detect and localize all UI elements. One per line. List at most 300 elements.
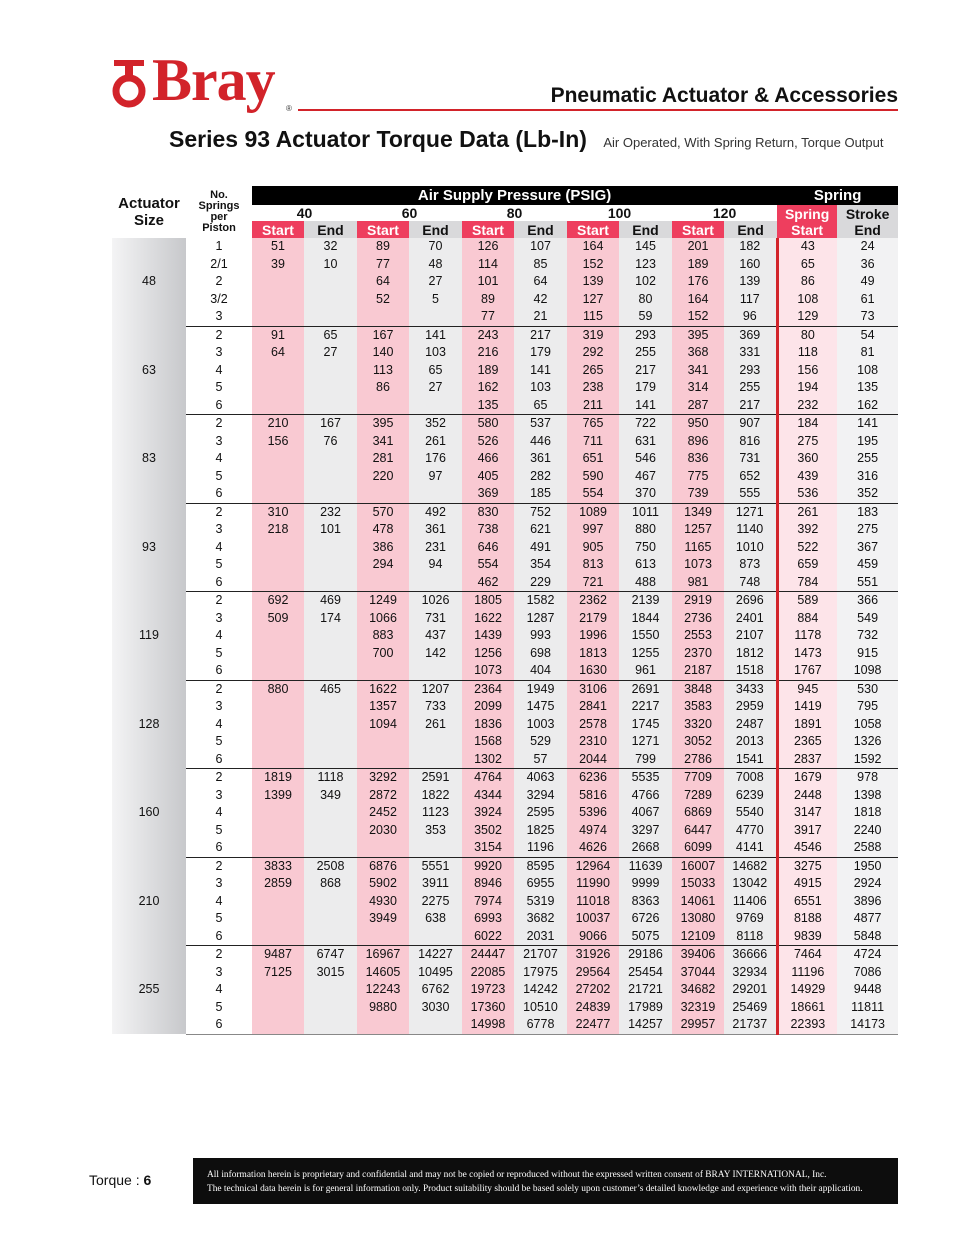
p40-end-cell [304, 379, 357, 397]
p100-end-cell: 11639 [619, 857, 672, 875]
p100-end-cell: 799 [619, 751, 672, 769]
p80-end-cell: 64 [514, 273, 567, 291]
spring-start-cell: 129 [777, 308, 837, 326]
spring-start-cell: 3917 [777, 822, 837, 840]
springs-per-piston-cell: 3 [186, 964, 252, 982]
p120-start-cell: 12109 [672, 928, 724, 946]
p80-end-cell: 10510 [514, 999, 567, 1017]
spring-start-cell: 22393 [777, 1016, 837, 1034]
p40-end-cell [304, 999, 357, 1017]
p120-start-cell: 14061 [672, 893, 724, 911]
p120-end-cell: 36666 [724, 946, 777, 964]
spring-start-cell: 118 [777, 344, 837, 362]
spring-start-cell: 4915 [777, 875, 837, 893]
p120-end-cell: 816 [724, 433, 777, 451]
p80-end-cell: 1003 [514, 716, 567, 734]
p100-start-cell: 3106 [567, 680, 619, 698]
stroke-end-cell: 1398 [837, 787, 898, 805]
p40-end-cell [304, 574, 357, 592]
p100-end-cell: 102 [619, 273, 672, 291]
p60-end-cell: 1207 [409, 680, 462, 698]
p80-start-cell: 580 [462, 415, 514, 433]
springs-per-piston-cell: 2 [186, 503, 252, 521]
stroke-end-cell: 3896 [837, 893, 898, 911]
p60-start-cell [357, 397, 409, 415]
table-row [112, 662, 898, 680]
stroke-end-cell: 5848 [837, 928, 898, 946]
table-row [112, 238, 898, 256]
stroke-end-cell: 1818 [837, 804, 898, 822]
header-pressure-60: 60 [401, 205, 418, 221]
p120-end-cell: 2107 [724, 627, 777, 645]
spring-start-cell: 184 [777, 415, 837, 433]
p80-start-cell: 830 [462, 503, 514, 521]
stroke-end-cell: 316 [837, 468, 898, 486]
springs-per-piston-cell: 4 [186, 362, 252, 380]
springs-per-piston-cell: 3 [186, 344, 252, 362]
p80-start-cell: 1439 [462, 627, 514, 645]
springs-per-piston-cell: 4 [186, 450, 252, 468]
p80-end-cell: 103 [514, 379, 567, 397]
spring-start-cell: 80 [777, 326, 837, 344]
p80-end-cell: 229 [514, 574, 567, 592]
p120-end-cell: 1812 [724, 645, 777, 663]
springs-per-piston-cell: 3 [186, 308, 252, 326]
p40-end-cell: 32 [304, 238, 357, 256]
p120-end-cell: 255 [724, 379, 777, 397]
stroke-end-cell: 978 [837, 769, 898, 787]
p80-end-cell: 1949 [514, 680, 567, 698]
p60-start-cell: 294 [357, 556, 409, 574]
p100-end-cell: 546 [619, 450, 672, 468]
spring-start-cell: 2448 [777, 787, 837, 805]
p80-start-cell: 3154 [462, 839, 514, 857]
p40-start-cell [252, 910, 304, 928]
p100-end-cell: 123 [619, 256, 672, 274]
p40-end-cell [304, 716, 357, 734]
p40-end-cell: 3015 [304, 964, 357, 982]
p60-end-cell: 5 [409, 291, 462, 309]
p120-start-cell: 37044 [672, 964, 724, 982]
actuator-size-cell: 83 [112, 415, 186, 504]
p40-start-cell: 1399 [252, 787, 304, 805]
header-air-supply: Air Supply Pressure (PSIG) [252, 186, 777, 205]
legal-line-2: The technical data herein is for general information only. Product suitability should be based solely upon customer’s detailed knowledge and experience with their application. [207, 1184, 863, 1194]
header-rule [298, 109, 898, 111]
p80-start-cell: 4764 [462, 769, 514, 787]
springs-per-piston-cell: 6 [186, 928, 252, 946]
p40-start-cell: 91 [252, 326, 304, 344]
p80-start-cell: 135 [462, 397, 514, 415]
table-row [112, 928, 898, 946]
spring-start-cell: 7464 [777, 946, 837, 964]
stroke-end-cell: 549 [837, 610, 898, 628]
p60-start-cell: 14605 [357, 964, 409, 982]
p40-start-cell [252, 485, 304, 503]
p60-start-cell: 395 [357, 415, 409, 433]
p120-start-cell: 341 [672, 362, 724, 380]
p80-end-cell: 57 [514, 751, 567, 769]
spring-start-cell: 589 [777, 592, 837, 610]
p80-end-cell: 1475 [514, 698, 567, 716]
p60-start-cell: 2452 [357, 804, 409, 822]
p120-end-cell: 117 [724, 291, 777, 309]
p100-start-cell: 127 [567, 291, 619, 309]
p120-start-cell: 1165 [672, 539, 724, 557]
p120-end-cell: 14682 [724, 857, 777, 875]
springs-per-piston-cell: 2 [186, 946, 252, 964]
p100-start-cell: 6236 [567, 769, 619, 787]
p40-start-cell: 310 [252, 503, 304, 521]
p40-start-cell [252, 468, 304, 486]
springs-per-piston-cell: 4 [186, 716, 252, 734]
p100-start-cell: 4974 [567, 822, 619, 840]
actuator-size-cell: 128 [112, 680, 186, 769]
header-end: End [724, 221, 777, 238]
springs-per-piston-cell: 6 [186, 574, 252, 592]
p80-end-cell: 537 [514, 415, 567, 433]
p80-end-cell: 179 [514, 344, 567, 362]
p40-end-cell: 1118 [304, 769, 357, 787]
p100-end-cell: 2139 [619, 592, 672, 610]
torque-table-body [112, 238, 898, 1034]
p40-end-cell [304, 627, 357, 645]
stroke-end-cell: 366 [837, 592, 898, 610]
p80-start-cell: 3924 [462, 804, 514, 822]
p120-end-cell: 217 [724, 397, 777, 415]
table-row [112, 822, 898, 840]
p60-start-cell [357, 733, 409, 751]
table-row [112, 769, 898, 787]
table-row [112, 964, 898, 982]
p120-start-cell: 950 [672, 415, 724, 433]
stroke-end-cell: 275 [837, 521, 898, 539]
p40-end-cell [304, 804, 357, 822]
actuator-size-cell: 255 [112, 946, 186, 1035]
p40-end-cell: 868 [304, 875, 357, 893]
spring-start-cell: 884 [777, 610, 837, 628]
p40-start-cell [252, 273, 304, 291]
actuator-size-cell: 93 [112, 503, 186, 592]
p40-start-cell: 7125 [252, 964, 304, 982]
p100-end-cell: 1745 [619, 716, 672, 734]
spring-start-cell: 360 [777, 450, 837, 468]
stroke-end-cell: 732 [837, 627, 898, 645]
p60-start-cell: 3292 [357, 769, 409, 787]
p60-end-cell [409, 839, 462, 857]
table-row [112, 539, 898, 557]
spring-start-cell: 2837 [777, 751, 837, 769]
p40-start-cell: 509 [252, 610, 304, 628]
p80-start-cell: 1805 [462, 592, 514, 610]
header-end: End [409, 221, 462, 238]
p40-end-cell [304, 539, 357, 557]
p40-end-cell [304, 662, 357, 680]
p100-end-cell: 1844 [619, 610, 672, 628]
p100-end-cell: 59 [619, 308, 672, 326]
p60-start-cell [357, 308, 409, 326]
p100-start-cell: 115 [567, 308, 619, 326]
p100-start-cell: 11018 [567, 893, 619, 911]
springs-per-piston-cell: 3 [186, 433, 252, 451]
p80-end-cell: 446 [514, 433, 567, 451]
p80-end-cell: 2595 [514, 804, 567, 822]
spring-start-cell: 86 [777, 273, 837, 291]
p120-start-cell: 7289 [672, 787, 724, 805]
p80-start-cell: 1568 [462, 733, 514, 751]
p120-start-cell: 3583 [672, 698, 724, 716]
p120-start-cell: 896 [672, 433, 724, 451]
p40-end-cell [304, 468, 357, 486]
p80-end-cell: 3294 [514, 787, 567, 805]
stroke-end-cell: 183 [837, 503, 898, 521]
p80-end-cell: 698 [514, 645, 567, 663]
p80-end-cell: 1287 [514, 610, 567, 628]
page-number-label: Torque : 6 [89, 1172, 152, 1188]
table-row [112, 273, 898, 291]
p80-start-cell: 369 [462, 485, 514, 503]
p40-start-cell [252, 822, 304, 840]
spring-start-cell: 11196 [777, 964, 837, 982]
table-row [112, 592, 898, 610]
p40-end-cell [304, 556, 357, 574]
p100-end-cell: 1255 [619, 645, 672, 663]
spring-start-cell: 18661 [777, 999, 837, 1017]
spring-start-cell: 275 [777, 433, 837, 451]
table-row [112, 468, 898, 486]
p80-start-cell: 189 [462, 362, 514, 380]
stroke-end-cell: 530 [837, 680, 898, 698]
p100-end-cell: 3297 [619, 822, 672, 840]
p40-start-cell: 210 [252, 415, 304, 433]
p100-start-cell: 2179 [567, 610, 619, 628]
p120-end-cell: 11406 [724, 893, 777, 911]
p120-start-cell: 3052 [672, 733, 724, 751]
springs-per-piston-cell: 3/2 [186, 291, 252, 309]
p100-start-cell: 2310 [567, 733, 619, 751]
springs-per-piston-cell: 3 [186, 787, 252, 805]
p80-end-cell: 14242 [514, 981, 567, 999]
p80-end-cell: 21 [514, 308, 567, 326]
header-actuator-size: Actuator Size [118, 195, 180, 229]
p120-start-cell: 1073 [672, 556, 724, 574]
p60-start-cell: 281 [357, 450, 409, 468]
p80-start-cell: 243 [462, 326, 514, 344]
table-row [112, 839, 898, 857]
p40-end-cell [304, 308, 357, 326]
spring-start-cell: 156 [777, 362, 837, 380]
p60-start-cell: 4930 [357, 893, 409, 911]
p40-start-cell [252, 539, 304, 557]
stroke-end-cell: 73 [837, 308, 898, 326]
p60-end-cell [409, 751, 462, 769]
p120-start-cell: 2370 [672, 645, 724, 663]
p60-end-cell: 14227 [409, 946, 462, 964]
p60-start-cell [357, 574, 409, 592]
p120-start-cell: 1349 [672, 503, 724, 521]
table-row [112, 1016, 898, 1034]
p120-end-cell: 4770 [724, 822, 777, 840]
spring-start-cell: 108 [777, 291, 837, 309]
p60-end-cell [409, 397, 462, 415]
p100-end-cell: 1550 [619, 627, 672, 645]
spring-start-cell: 659 [777, 556, 837, 574]
p60-start-cell: 1249 [357, 592, 409, 610]
p40-start-cell [252, 1016, 304, 1034]
p120-start-cell: 775 [672, 468, 724, 486]
p100-start-cell: 5816 [567, 787, 619, 805]
p80-start-cell: 526 [462, 433, 514, 451]
header-spring: Spring [777, 186, 898, 205]
p100-end-cell: 2217 [619, 698, 672, 716]
p100-start-cell: 5396 [567, 804, 619, 822]
p40-end-cell: 167 [304, 415, 357, 433]
p80-end-cell: 8595 [514, 857, 567, 875]
p100-start-cell: 265 [567, 362, 619, 380]
springs-per-piston-cell: 6 [186, 662, 252, 680]
springs-per-piston-cell: 2 [186, 326, 252, 344]
p120-end-cell: 9769 [724, 910, 777, 928]
p100-end-cell: 293 [619, 326, 672, 344]
p40-end-cell: 2508 [304, 857, 357, 875]
p60-end-cell: 731 [409, 610, 462, 628]
p40-end-cell: 232 [304, 503, 357, 521]
p80-end-cell: 2031 [514, 928, 567, 946]
stroke-end-cell: 551 [837, 574, 898, 592]
p40-start-cell [252, 751, 304, 769]
header-pressure-120: 120 [712, 205, 737, 221]
spring-start-cell: 536 [777, 485, 837, 503]
p100-end-cell: 255 [619, 344, 672, 362]
spring-start-cell: 261 [777, 503, 837, 521]
stroke-end-cell: 108 [837, 362, 898, 380]
p120-start-cell: 1257 [672, 521, 724, 539]
p40-end-cell [304, 645, 357, 663]
p40-end-cell [304, 928, 357, 946]
p80-end-cell: 6955 [514, 875, 567, 893]
page-title [169, 126, 883, 153]
p120-start-cell: 201 [672, 238, 724, 256]
springs-per-piston-cell: 4 [186, 981, 252, 999]
p80-start-cell: 646 [462, 539, 514, 557]
p40-end-cell: 469 [304, 592, 357, 610]
stroke-end-cell: 1592 [837, 751, 898, 769]
p60-end-cell: 1822 [409, 787, 462, 805]
table-row [112, 804, 898, 822]
p100-start-cell: 139 [567, 273, 619, 291]
p80-start-cell: 462 [462, 574, 514, 592]
p60-start-cell: 52 [357, 291, 409, 309]
p100-end-cell: 5535 [619, 769, 672, 787]
p100-start-cell: 29564 [567, 964, 619, 982]
p60-start-cell: 113 [357, 362, 409, 380]
spring-start-cell: 1767 [777, 662, 837, 680]
p100-start-cell: 651 [567, 450, 619, 468]
page-subtitle: Air Operated, With Spring Return, Torque Output [603, 135, 884, 150]
p120-end-cell: 1010 [724, 539, 777, 557]
p40-start-cell [252, 999, 304, 1017]
p80-end-cell: 6778 [514, 1016, 567, 1034]
p120-end-cell: 2401 [724, 610, 777, 628]
table-row [112, 291, 898, 309]
p120-end-cell: 182 [724, 238, 777, 256]
springs-per-piston-cell: 6 [186, 397, 252, 415]
springs-per-piston-cell: 3 [186, 698, 252, 716]
p100-end-cell: 6726 [619, 910, 672, 928]
p60-end-cell: 261 [409, 716, 462, 734]
spring-start-cell: 2365 [777, 733, 837, 751]
p80-start-cell: 7974 [462, 893, 514, 911]
p60-end-cell: 231 [409, 539, 462, 557]
p80-end-cell: 354 [514, 556, 567, 574]
p40-end-cell: 174 [304, 610, 357, 628]
p80-start-cell: 1836 [462, 716, 514, 734]
spring-start-cell: 194 [777, 379, 837, 397]
p60-start-cell: 1357 [357, 698, 409, 716]
spring-start-cell: 8188 [777, 910, 837, 928]
p100-start-cell: 721 [567, 574, 619, 592]
p60-start-cell: 883 [357, 627, 409, 645]
p120-start-cell: 7709 [672, 769, 724, 787]
table-row [112, 698, 898, 716]
stroke-end-cell: 81 [837, 344, 898, 362]
stroke-end-cell: 162 [837, 397, 898, 415]
p60-start-cell: 12243 [357, 981, 409, 999]
p60-end-cell [409, 1016, 462, 1034]
stroke-end-cell: 195 [837, 433, 898, 451]
spring-start-cell: 1473 [777, 645, 837, 663]
p40-start-cell: 64 [252, 344, 304, 362]
p120-end-cell: 1140 [724, 521, 777, 539]
springs-per-piston-cell: 5 [186, 645, 252, 663]
header-pressure-100: 100 [607, 205, 632, 221]
header-spring-start: Spring Start [777, 205, 837, 238]
section-title: Pneumatic Actuator & Accessories [550, 84, 898, 107]
table-row [112, 450, 898, 468]
p60-end-cell: 353 [409, 822, 462, 840]
p60-start-cell: 9880 [357, 999, 409, 1017]
p100-start-cell: 711 [567, 433, 619, 451]
p60-end-cell [409, 574, 462, 592]
spring-start-cell: 43 [777, 238, 837, 256]
p120-start-cell: 164 [672, 291, 724, 309]
p40-end-cell [304, 485, 357, 503]
p60-start-cell: 2872 [357, 787, 409, 805]
brand-name: Bray [152, 47, 275, 113]
springs-per-piston-cell: 6 [186, 751, 252, 769]
springs-per-piston-cell: 2 [186, 273, 252, 291]
header-end: End [304, 221, 357, 238]
p40-end-cell [304, 362, 357, 380]
p120-end-cell: 555 [724, 485, 777, 503]
springs-per-piston-cell: 2 [186, 592, 252, 610]
p40-end-cell: 6747 [304, 946, 357, 964]
p120-end-cell: 652 [724, 468, 777, 486]
p100-end-cell: 2668 [619, 839, 672, 857]
p80-end-cell: 404 [514, 662, 567, 680]
p60-end-cell: 70 [409, 238, 462, 256]
p60-end-cell: 48 [409, 256, 462, 274]
header-start: Start [672, 221, 724, 238]
p40-end-cell: 65 [304, 326, 357, 344]
p120-start-cell: 3848 [672, 680, 724, 698]
p40-start-cell [252, 362, 304, 380]
p60-end-cell: 3911 [409, 875, 462, 893]
p100-start-cell: 292 [567, 344, 619, 362]
p100-start-cell: 22477 [567, 1016, 619, 1034]
p100-end-cell: 1011 [619, 503, 672, 521]
p60-end-cell: 352 [409, 415, 462, 433]
